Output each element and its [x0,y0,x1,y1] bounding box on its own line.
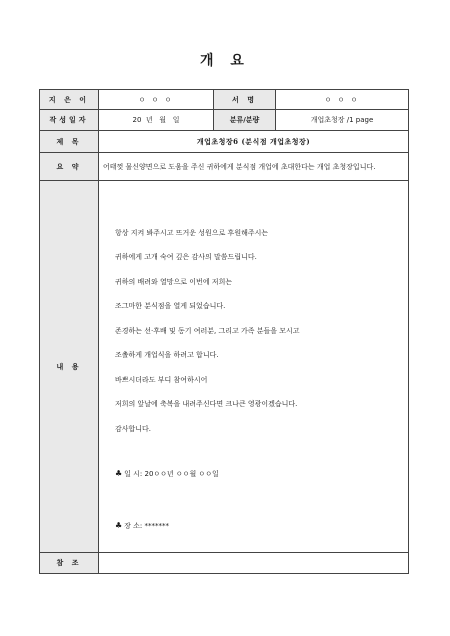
content-body [99,181,409,553]
category-value: 개업초청장 /1 page [276,110,409,131]
page-title: 개 요 [200,53,250,69]
event-place-line [115,520,404,532]
content-line: 저희의 앞날에 축복을 내려주신다면 크나큰 영광이겠습니다. [115,400,298,409]
content-line: 귀하에게 고개 숙여 깊은 감사의 말씀드립니다. [115,253,257,262]
content-label: 내 용 [40,181,99,553]
reference-label: 참 조 [40,553,99,574]
date-value: 20 년 월 일 [99,110,214,131]
content-line: 귀하의 배려와 열망으로 이번에 저희는 [115,277,233,286]
club-icon: ♣ [115,521,123,531]
content-line: 항상 지켜 봐주시고 뜨거운 성원으로 후원해주시는 [115,228,269,237]
event-place-text: 장 소: ******* [124,522,170,531]
content-lines [103,201,404,533]
content-line: 조그마한 분식점을 열게 되었습니다. [115,302,226,311]
content-line: 존경하는 선·후배 및 동기 여러분, 그리고 가족 분들을 모시고 [115,326,300,335]
event-date-text: 일 시: 20ㅇㅇ년 ㅇㅇ월 ㅇㅇ일 [124,470,219,479]
document-title: 개업초청장6 (분식점 개업초청장) [99,131,409,153]
summary-label: 요 약 [40,153,99,181]
content-line: 감사합니다. [115,424,152,433]
summary-text: 어태껏 물신양면으로 도움을 주신 귀하에게 분식점 개업에 초대한다는 개업 초청장입니다. [99,153,409,181]
event-date-line [115,468,404,480]
signature-label: 서 명 [214,90,276,110]
author-value: ㅇ ㅇ ㅇ [99,90,214,110]
overview-form-table [39,89,409,574]
title-label: 제 목 [40,131,99,153]
reference-value[interactable] [99,553,409,574]
date-label: 작성일자 [40,110,99,131]
content-line: 바쁘시더라도 부디 참여하시어 [115,375,208,384]
author-label: 지 은 이 [40,90,99,110]
category-label: 분류/분량 [214,110,276,131]
content-line: 조촐하게 개업식을 하려고 합니다. [115,351,219,360]
signature-value: ㅇ ㅇ ㅇ [276,90,409,110]
club-icon: ♣ [115,469,123,479]
